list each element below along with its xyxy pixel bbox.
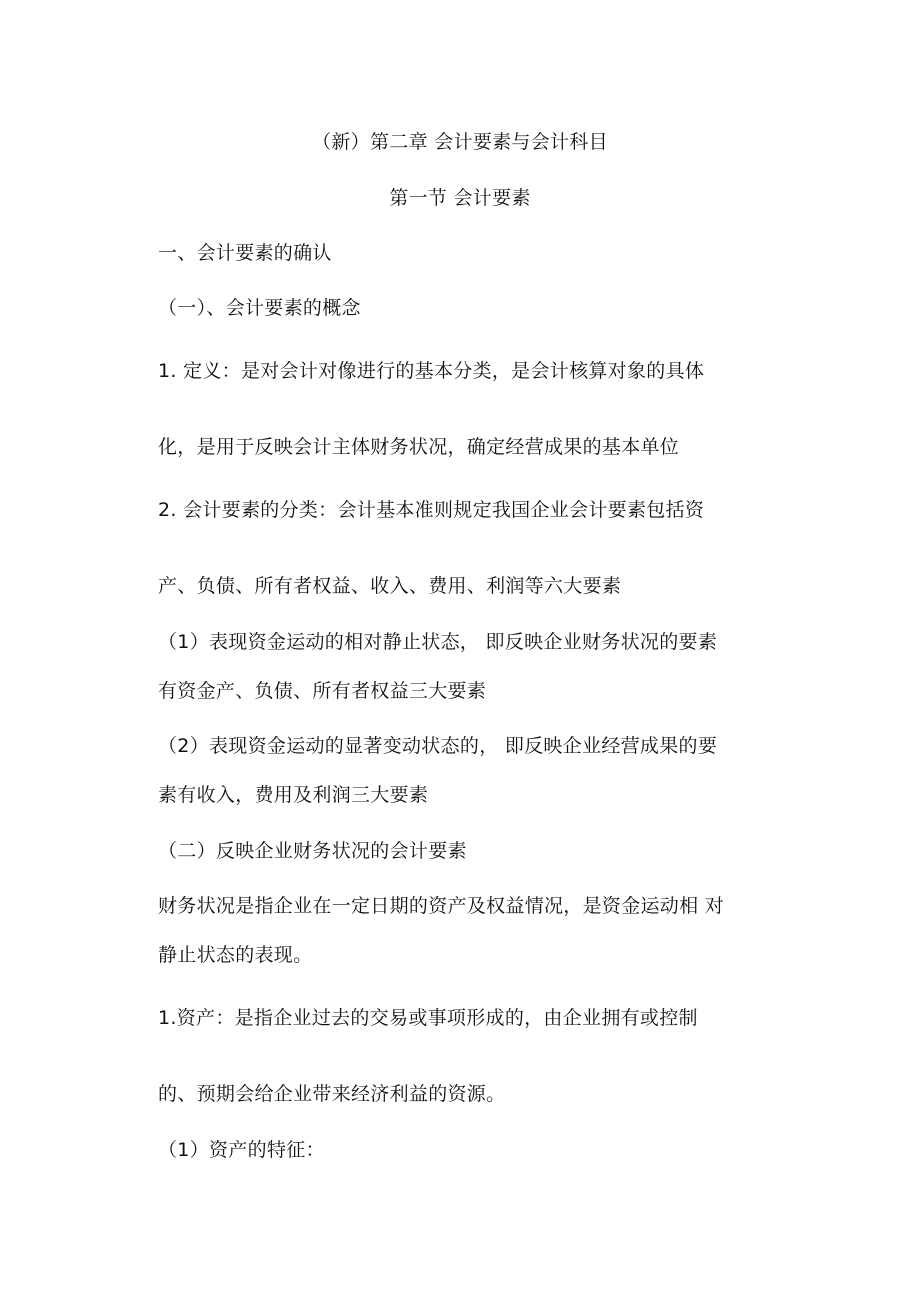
paragraph-line: 素有收入，费用及利润三大要素: [158, 784, 429, 806]
section-title: 第一节 会计要素: [389, 187, 531, 209]
paragraph-line: 有资金产、负债、所有者权益三大要素: [158, 680, 487, 702]
heading-level-2: （二）反映企业财务状况的会计要素: [158, 840, 467, 862]
paragraph-line: 产、负债、所有者权益、收入、费用、利润等六大要素: [158, 575, 622, 597]
paragraph-line: 1.资产：是指企业过去的交易或事项形成的，由企业拥有或控制: [158, 1007, 698, 1029]
paragraph-line: 财务状况是指企业在一定日期的资产及权益情况，是资金运动相 对: [158, 895, 725, 917]
paragraph-line: 2. 会计要素的分类：会计基本准则规定我国企业会计要素包括资: [158, 499, 705, 521]
paragraph-line: 静止状态的表现。: [158, 944, 313, 966]
paragraph-line: 的、预期会给企业带来经济利益的资源。: [158, 1083, 506, 1105]
paragraph-line: 1. 定义：是对会计对像进行的基本分类，是会计核算对象的具体: [158, 360, 705, 382]
chapter-title: （新）第二章 会计要素与会计科目: [312, 131, 608, 153]
paragraph-line: （1）资产的特征：: [158, 1139, 325, 1161]
heading-level-2: （一）、会计要素的概念: [158, 297, 361, 319]
paragraph-line: （2）表现资金运动的显著变动状态的， 即反映企业经营成果的要: [158, 735, 718, 757]
paragraph-line: 化，是用于反映会计主体财务状况，确定经营成果的基本单位: [158, 436, 680, 458]
paragraph-line: （1）表现资金运动的相对静止状态， 即反映企业财务状况的要素: [158, 631, 718, 653]
heading-level-1: 一、会计要素的确认: [158, 242, 332, 264]
